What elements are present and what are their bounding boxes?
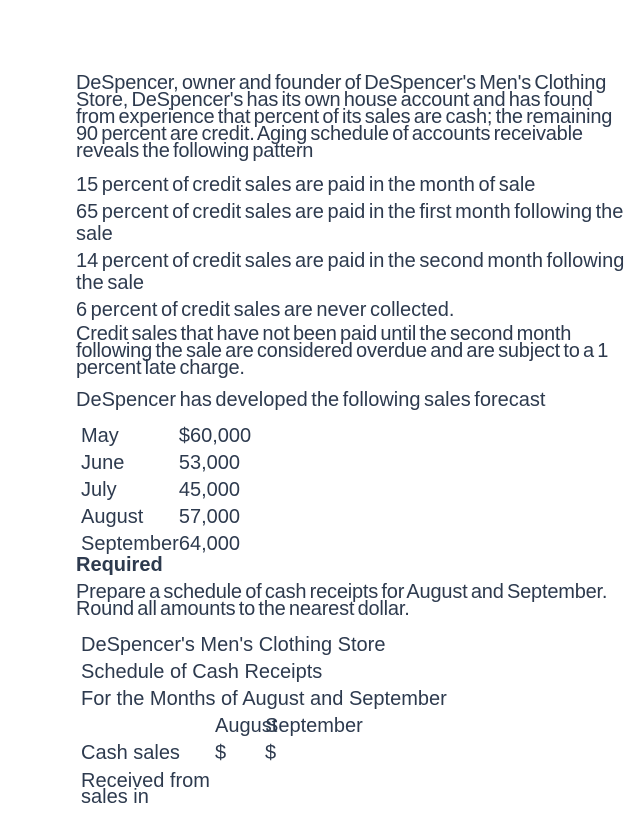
pattern-item: 6 percent of credit sales are never collected. xyxy=(76,299,455,321)
row-label: Received from sales in xyxy=(81,770,210,808)
pattern-item: 65 percent of credit sales are paid in the first month following the sale xyxy=(76,201,624,245)
forecast-month: May xyxy=(81,425,119,447)
forecast-row xyxy=(81,504,251,531)
forecast-amount: 45,000 xyxy=(178,479,241,501)
forecast-month: June xyxy=(81,452,125,474)
forecast-month: July xyxy=(81,479,117,501)
problem-document xyxy=(76,72,626,825)
schedule-period: For the Months of August and September xyxy=(81,688,447,710)
overdue-note: Credit sales that have not been paid until the second month following the sale are considered overdue and are subject to a 1 percent late charge. xyxy=(76,323,609,379)
cash-receipts-schedule xyxy=(81,632,626,825)
col-september: September xyxy=(265,715,363,737)
cash-sales-september: $ xyxy=(265,742,277,764)
forecast-amount: $60,000 xyxy=(178,425,252,447)
required-heading: Required xyxy=(76,554,163,576)
forecast-amount: 64,000 xyxy=(178,533,241,555)
required-text: Prepare a schedule of cash receipts for August and September. Round all amounts to the nearest dollar. xyxy=(76,581,608,620)
pattern-item: 15 percent of credit sales are paid in the month of sale xyxy=(76,174,536,196)
forecast-intro: DeSpencer has developed the following sales forecast xyxy=(76,389,546,411)
col-august: August xyxy=(215,715,278,737)
forecast-amount: 57,000 xyxy=(178,506,241,528)
schedule-subtitle: Schedule of Cash Receipts xyxy=(81,661,323,683)
cash-sales-august: $ xyxy=(215,742,227,764)
forecast-month: August xyxy=(81,506,144,528)
intro-paragraph: DeSpencer, owner and founder of DeSpencer's Men's Clothing Store, DeSpencer's has its own house account and has found from experience that percent of its sales are cash; the remaining 90 percent are credit. Aging schedule of accounts receivable reveals the following pattern xyxy=(76,72,613,162)
forecast-amount: 53,000 xyxy=(178,452,241,474)
sales-forecast-table xyxy=(81,423,251,558)
forecast-row xyxy=(81,477,251,504)
schedule-title: DeSpencer's Men's Clothing Store xyxy=(81,634,386,656)
forecast-row xyxy=(81,450,251,477)
cash-sales-row xyxy=(81,740,626,767)
schedule-header-row xyxy=(81,713,626,740)
received-row xyxy=(81,767,626,825)
pattern-item: 14 percent of credit sales are paid in the second month following the sale xyxy=(76,250,625,294)
row-label: Cash sales xyxy=(81,742,180,764)
forecast-row xyxy=(81,423,251,450)
forecast-month: September xyxy=(81,533,179,555)
